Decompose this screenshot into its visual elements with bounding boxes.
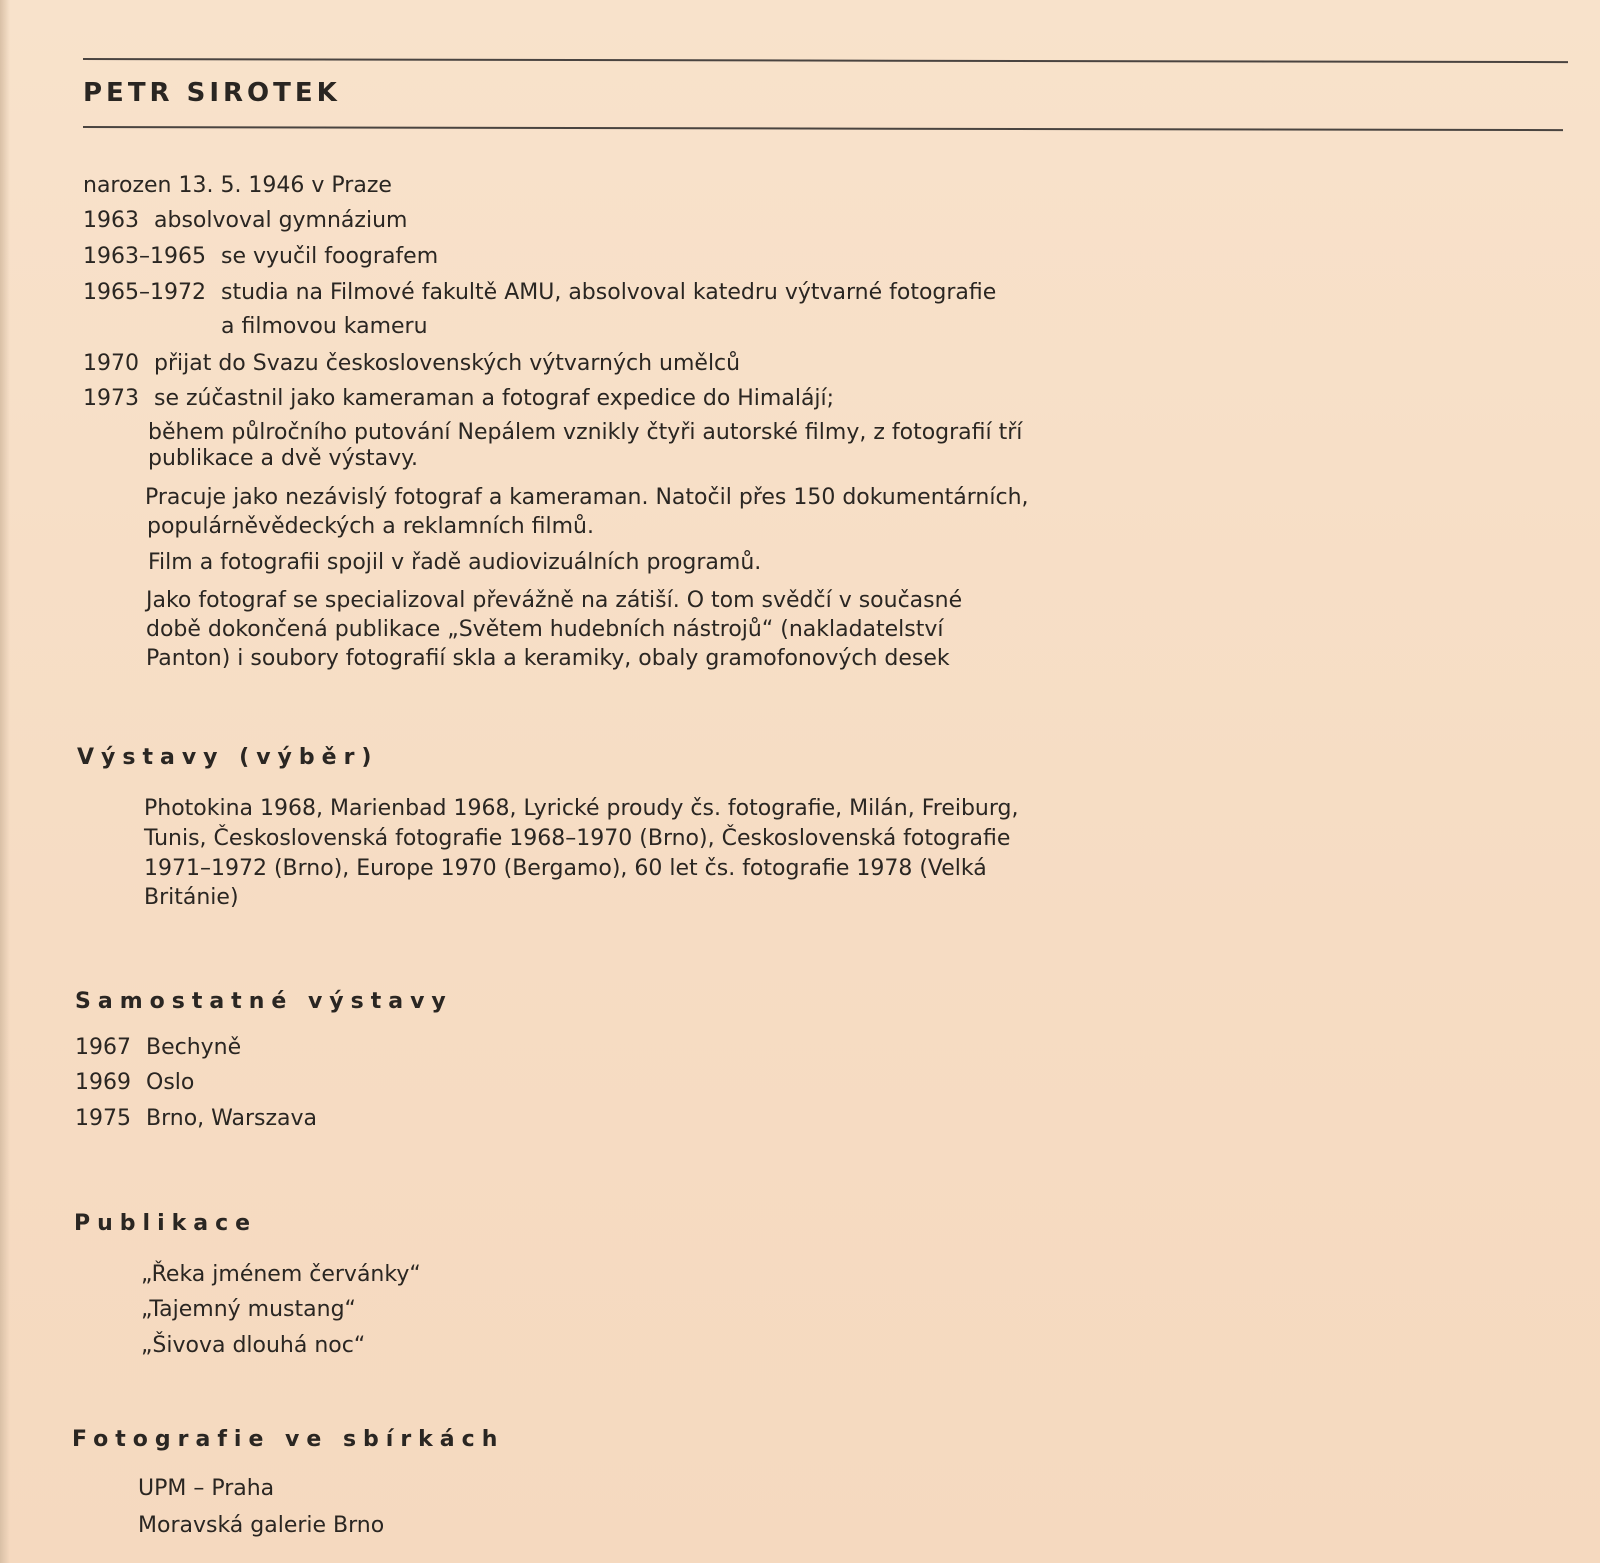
solo-year: 1975	[75, 1106, 131, 1131]
publication-item: „Řeka jménem červánky“	[141, 1262, 421, 1287]
bio-year: 1963	[83, 208, 139, 233]
bio-text: absolvoval gymnázium	[154, 208, 408, 233]
solo-exhibitions-heading: Samostatné výstavy	[75, 989, 453, 1014]
bottom-rule	[83, 126, 1563, 131]
solo-place: Brno, Warszava	[146, 1106, 318, 1131]
bio-text-continued: a filmovou kameru	[221, 314, 428, 339]
solo-place: Bechyně	[146, 1035, 242, 1060]
bio-entry	[83, 207, 407, 235]
page-title: PETR SIROTEK	[83, 78, 341, 108]
solo-year: 1969	[75, 1070, 131, 1095]
exhibitions-line: Tunis, Československá fotografie 1968–1970 (Brno), Československá fotografie	[144, 826, 1011, 851]
publication-item: „Tajemný mustang“	[141, 1297, 356, 1322]
work-line: populárněvědeckých a reklamních filmů.	[147, 514, 594, 539]
publications-heading: Publikace	[74, 1211, 258, 1236]
solo-year: 1967	[75, 1035, 131, 1060]
exhibitions-heading: Výstavy (výběr)	[77, 745, 379, 770]
bio-year: 1963–1965	[83, 244, 206, 269]
solo-exhibition-item	[75, 1105, 317, 1133]
still-life-line: Jako fotograf se specializoval převážně na zátiší. O tom svědčí v současné	[146, 588, 963, 613]
top-rule	[83, 58, 1568, 63]
bio-entry	[83, 350, 740, 378]
bio-text: přijat do Svazu československých výtvarných umělců	[154, 351, 741, 376]
exhibitions-line: Británie)	[144, 885, 239, 910]
exhibitions-line: 1971–1972 (Brno), Europe 1970 (Bergamo), 60 let čs. fotografie 1978 (Velká	[144, 856, 987, 881]
publication-item: „Šivova dlouhá noc“	[141, 1333, 366, 1358]
expedition-line: publikace a dvě výstavy.	[148, 446, 419, 471]
bio-text: studia na Filmové fakultě AMU, absolvoval katedru výtvarné fotografie	[220, 280, 997, 305]
expedition-line: během půlročního putování Nepálem vznikly čtyři autorské filmy, z fotografií tří	[148, 420, 1023, 445]
still-life-line: Panton) i soubory fotografií skla a keramiky, obaly gramofonových desek	[146, 646, 950, 671]
bio-entry	[83, 279, 996, 307]
still-life-line: době dokončená publikace „Světem hudebních nástrojů“ (nakladatelství	[146, 617, 944, 642]
page-edge-shadow	[0, 0, 10, 1563]
collection-item: Moravská galerie Brno	[138, 1513, 385, 1538]
bio-entry	[83, 243, 438, 271]
solo-place: Oslo	[146, 1070, 195, 1095]
work-line: Pracuje jako nezávislý fotograf a kameraman. Natočil přes 150 dokumentárních,	[145, 485, 1029, 510]
bio-year: 1973	[83, 386, 139, 411]
exhibitions-line: Photokina 1968, Marienbad 1968, Lyrické proudy čs. fotografie, Milán, Freiburg,	[144, 796, 1019, 821]
bio-entry	[83, 385, 834, 413]
solo-exhibition-item	[75, 1069, 194, 1097]
bio-text: se vyučil foografem	[220, 244, 439, 269]
bio-year: 1965–1972	[83, 280, 206, 305]
bio-text: se zúčastnil jako kameraman a fotograf expedice do Himalájí;	[154, 386, 835, 411]
bio-year: 1970	[83, 351, 139, 376]
solo-exhibition-item	[75, 1034, 241, 1062]
collections-heading: Fotografie ve sbírkách	[72, 1427, 505, 1452]
collection-item: UPM – Praha	[138, 1476, 275, 1501]
birth-line: narozen 13. 5. 1946 v Praze	[83, 173, 392, 198]
film-line: Film a fotografii spojil v řadě audiovizuálních programů.	[148, 550, 762, 575]
